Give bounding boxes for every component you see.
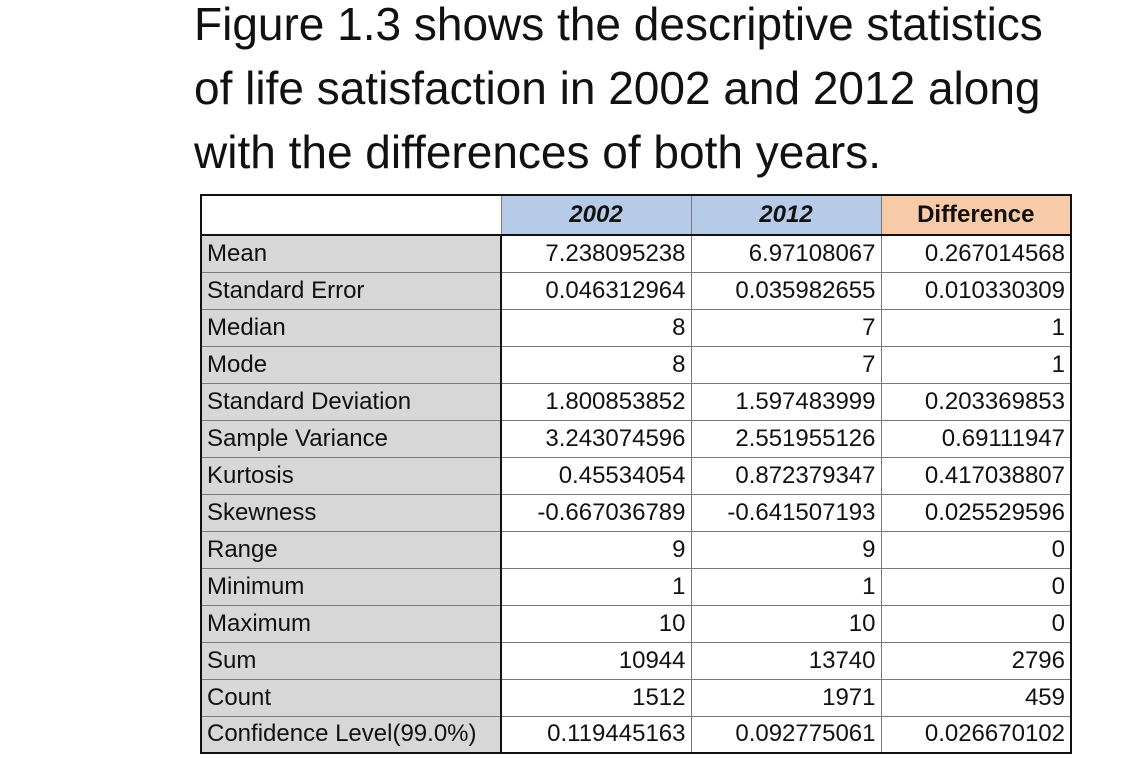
table-row: [201, 568, 1071, 605]
row-label: Count: [201, 679, 501, 716]
value-difference: 459: [881, 679, 1071, 716]
value-difference: 0: [881, 568, 1071, 605]
row-label: Sample Variance: [201, 420, 501, 457]
value-difference: 1: [881, 346, 1071, 383]
row-label: Standard Error: [201, 272, 501, 309]
value-2012: 0.872379347: [691, 457, 881, 494]
table-row: [201, 531, 1071, 568]
value-2002: -0.667036789: [501, 494, 691, 531]
value-2012: 9: [691, 531, 881, 568]
value-2002: 1512: [501, 679, 691, 716]
header-blank-cell: [201, 195, 501, 235]
value-difference: 0.026670102: [881, 716, 1071, 753]
row-label: Median: [201, 309, 501, 346]
value-2002: 8: [501, 309, 691, 346]
row-label: Mode: [201, 346, 501, 383]
header-2002: 2002: [501, 195, 691, 235]
value-difference: 0: [881, 531, 1071, 568]
row-label: Standard Deviation: [201, 383, 501, 420]
table-header: [201, 195, 1071, 235]
value-2002: 10944: [501, 642, 691, 679]
value-2012: 7: [691, 346, 881, 383]
header-difference: Difference: [881, 195, 1071, 235]
table-row: [201, 272, 1071, 309]
row-label: Sum: [201, 642, 501, 679]
value-2002: 7.238095238: [501, 235, 691, 272]
row-label: Kurtosis: [201, 457, 501, 494]
value-2012: 7: [691, 309, 881, 346]
value-2012: 1: [691, 568, 881, 605]
table-row: [201, 383, 1071, 420]
table-row: [201, 605, 1071, 642]
header-row: [201, 195, 1071, 235]
row-label: Confidence Level(99.0%): [201, 716, 501, 753]
value-difference: 0.69111947: [881, 420, 1071, 457]
value-difference: 0.267014568: [881, 235, 1071, 272]
table-row: [201, 457, 1071, 494]
intro-paragraph: [194, 0, 1114, 184]
value-2012: -0.641507193: [691, 494, 881, 531]
row-label: Skewness: [201, 494, 501, 531]
intro-line-3: with the differences of both years.: [194, 126, 881, 178]
table-row: [201, 716, 1071, 753]
value-2002: 0.046312964: [501, 272, 691, 309]
value-2012: 6.97108067: [691, 235, 881, 272]
table-row: [201, 346, 1071, 383]
value-2012: 0.035982655: [691, 272, 881, 309]
value-2012: 1971: [691, 679, 881, 716]
table-row: [201, 309, 1071, 346]
value-2012: 13740: [691, 642, 881, 679]
value-2002: 1.800853852: [501, 383, 691, 420]
row-label: Minimum: [201, 568, 501, 605]
value-difference: 0.203369853: [881, 383, 1071, 420]
value-difference: 0.010330309: [881, 272, 1071, 309]
table-body: [201, 235, 1071, 753]
value-2002: 0.45534054: [501, 457, 691, 494]
value-2002: 1: [501, 568, 691, 605]
value-difference: 0: [881, 605, 1071, 642]
table-row: [201, 420, 1071, 457]
value-2012: 2.551955126: [691, 420, 881, 457]
value-2002: 9: [501, 531, 691, 568]
value-difference: 1: [881, 309, 1071, 346]
row-label: Range: [201, 531, 501, 568]
value-2002: 8: [501, 346, 691, 383]
intro-line-1: Figure 1.3 shows the descriptive statistics: [194, 0, 1043, 50]
value-2002: 3.243074596: [501, 420, 691, 457]
table-row: [201, 642, 1071, 679]
table-row: [201, 679, 1071, 716]
value-2002: 0.119445163: [501, 716, 691, 753]
header-2012: 2012: [691, 195, 881, 235]
value-difference: 2796: [881, 642, 1071, 679]
row-label: Maximum: [201, 605, 501, 642]
value-difference: 0.025529596: [881, 494, 1071, 531]
value-difference: 0.417038807: [881, 457, 1071, 494]
intro-line-2: of life satisfaction in 2002 and 2012 along: [194, 62, 1041, 114]
row-label: Mean: [201, 235, 501, 272]
value-2012: 10: [691, 605, 881, 642]
table-row: [201, 494, 1071, 531]
value-2002: 10: [501, 605, 691, 642]
value-2012: 0.092775061: [691, 716, 881, 753]
table-row: [201, 235, 1071, 272]
value-2012: 1.597483999: [691, 383, 881, 420]
descriptive-statistics-table: [200, 194, 1072, 754]
